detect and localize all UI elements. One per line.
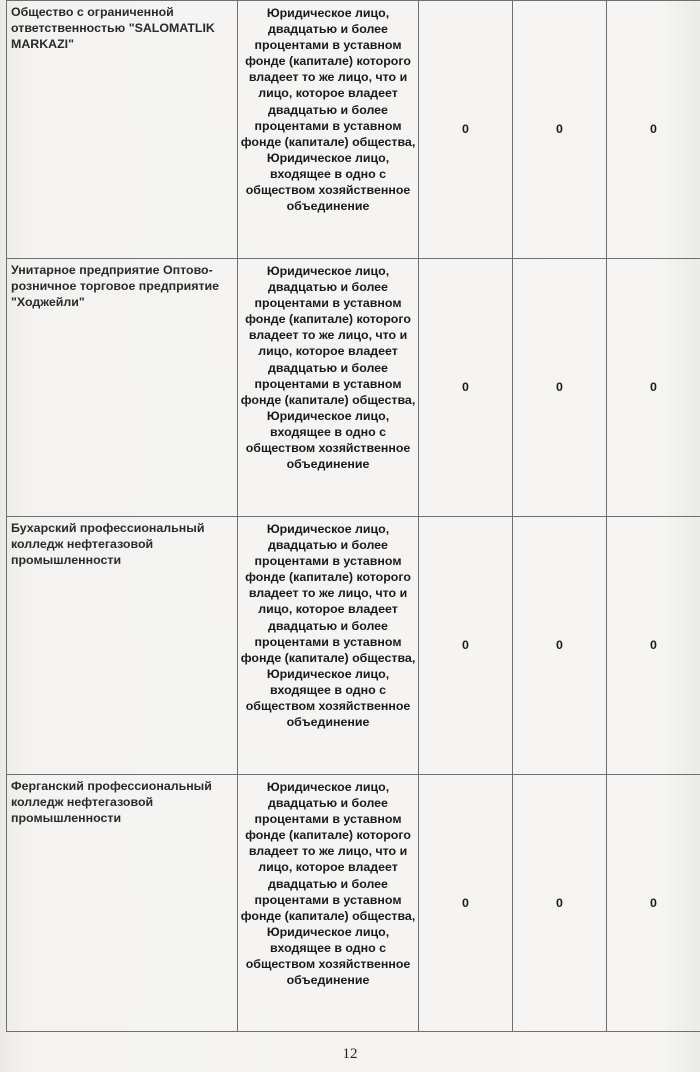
table-row: [7, 259, 700, 517]
table-row: [7, 1, 700, 259]
share-value-2: 0: [513, 517, 607, 775]
share-value-2: 0: [513, 259, 607, 517]
entity-name-cell: [7, 1, 238, 259]
share-value-1: 0: [419, 1, 513, 259]
share-value-1: 0: [419, 517, 513, 775]
entity-name-cell: [7, 259, 238, 517]
affiliates-table: [6, 0, 700, 1032]
share-value-2: 0: [513, 1, 607, 259]
page-number: 12: [342, 1046, 358, 1062]
share-value-3: 0: [607, 517, 700, 775]
share-value-1: 0: [419, 775, 513, 1032]
entity-name: Общество с ограниченной ответственностью "SALOMATLIK MARKAZI": [11, 5, 215, 52]
share-value-3: 0: [607, 775, 700, 1032]
affiliation-basis: Юридическое лицо, двадцатью и более процентами в уставном фонде (капитале) которого владеет то же лицо, что и лицо, которое владеет двадцатью и более процентами в уставном фонде (капитале) общества, Юридическое лицо, входящее в одно с обществом хозяйственное объединение: [238, 775, 419, 1032]
affiliation-basis: Юридическое лицо, двадцатью и более процентами в уставном фонде (капитале) которого владеет то же лицо, что и лицо, которое владеет двадцатью и более процентами в уставном фонде (капитале) общества, Юридическое лицо, входящее в одно с обществом хозяйственное объединение: [238, 259, 419, 517]
entity-name-cell: [7, 775, 238, 1032]
entity-name: Ферганский профессиональный колледж нефтегазовой промышленности: [11, 779, 212, 826]
affiliation-basis: Юридическое лицо, двадцатью и более процентами в уставном фонде (капитале) которого владеет то же лицо, что и лицо, которое владеет двадцатью и более процентами в уставном фонде (капитале) общества, Юридическое лицо, входящее в одно с обществом хозяйственное объединение: [238, 1, 419, 259]
entity-name-cell: [7, 517, 238, 775]
affiliation-basis: Юридическое лицо, двадцатью и более процентами в уставном фонде (капитале) которого владеет то же лицо, что и лицо, которое владеет двадцатью и более процентами в уставном фонде (капитале) общества, Юридическое лицо, входящее в одно с обществом хозяйственное объединение: [238, 517, 419, 775]
table-row: [7, 775, 700, 1032]
entity-name: Бухарский профессиональный колледж нефтегазовой промышленности: [11, 521, 205, 568]
share-value-3: 0: [607, 259, 700, 517]
share-value-1: 0: [419, 259, 513, 517]
share-value-2: 0: [513, 775, 607, 1032]
entity-name: Унитарное предприятие Оптово-розничное торговое предприятие "Ходжейли": [11, 263, 220, 310]
share-value-3: 0: [607, 1, 700, 259]
table-row: [7, 517, 700, 775]
